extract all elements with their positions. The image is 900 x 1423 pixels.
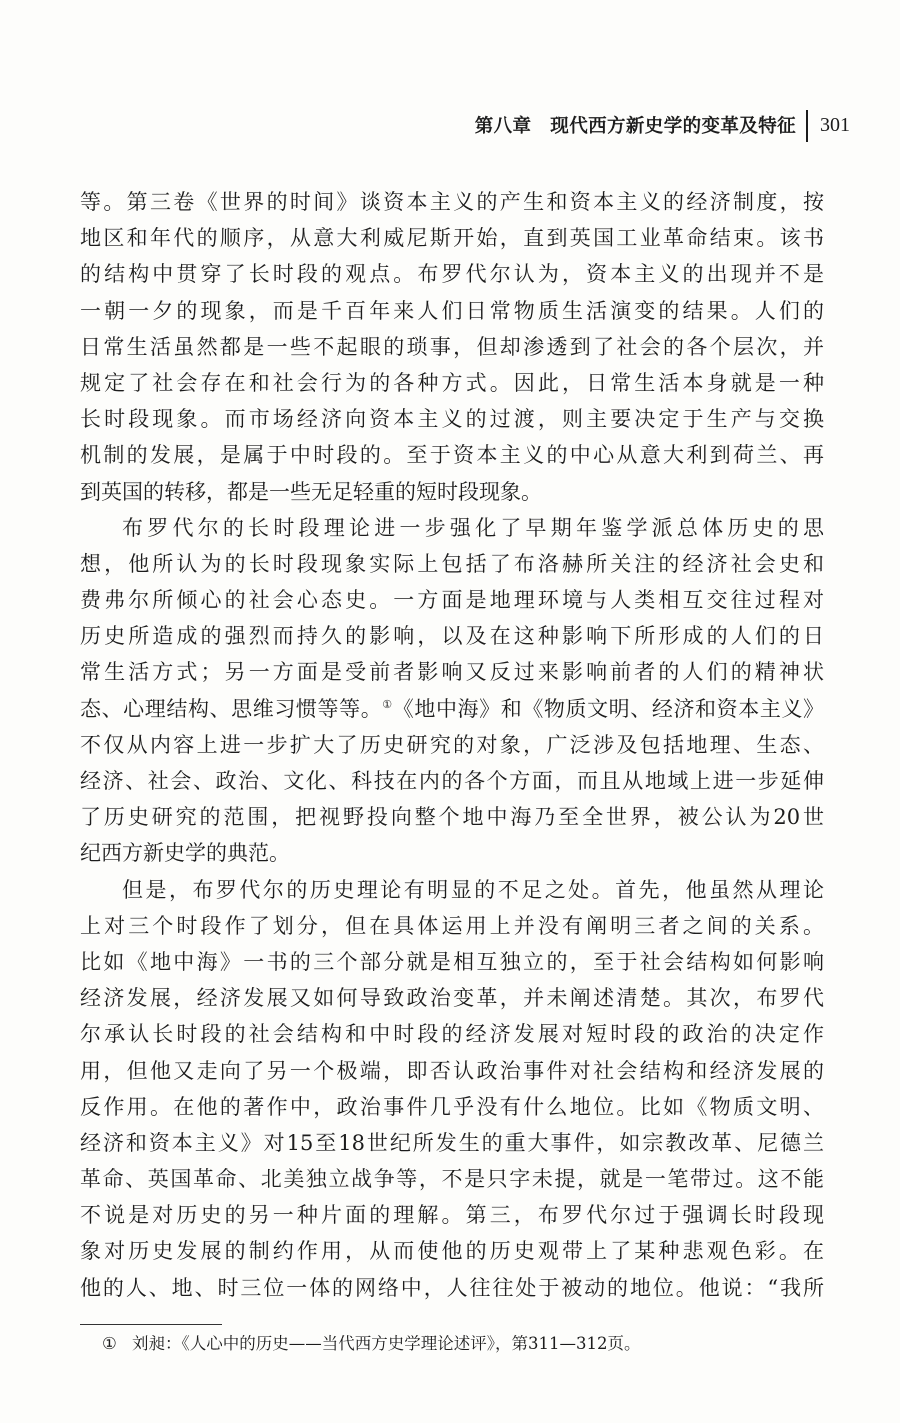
header-divider: [806, 110, 808, 142]
text-line: 经济发展，经济发展又如何导致政治变革，并未阐述清楚。其次，布罗代: [80, 986, 824, 1011]
footnote-reference: ①: [382, 697, 393, 711]
text-line: 想，他所认为的长时段现象实际上包括了布洛赫所关注的经济社会史和: [80, 551, 824, 576]
text-line: 纪西方新史学的典范。: [80, 841, 290, 866]
text-line: 不说是对历史的另一种片面的理解。第三，布罗代尔过于强调长时段现: [80, 1203, 824, 1228]
page-number: 301: [820, 114, 850, 136]
text-line: 反作用。在他的著作中，政治事件几乎没有什么地位。比如《物质文明、: [80, 1094, 824, 1119]
text-line: 上对三个时段作了划分，但在具体运用上并没有阐明三者之间的关系。: [80, 913, 824, 938]
text-line: 日常生活虽然都是一些不起眼的琐事，但却渗透到了社会的各个层次，并: [80, 334, 824, 359]
text-line: 了历史研究的范围，把视野投向整个地中海乃至全世界，被公认为20世: [80, 805, 824, 830]
text-line: 革命、英国革命、北美独立战争等，不是只字未提，就是一笔带过。这不能: [80, 1167, 824, 1192]
text-line: 历史所造成的强烈而持久的影响，以及在这种影响下所形成的人们的日: [80, 624, 824, 649]
text-line: 尔承认长时段的社会结构和中时段的经济发展对短时段的政治的决定作: [80, 1022, 824, 1047]
text-line: 的结构中贯穿了长时段的观点。布罗代尔认为，资本主义的出现并不是: [80, 262, 824, 287]
text-line: 常生活方式；另一方面是受前者影响又反过来影响前者的人们的精神状: [80, 660, 824, 685]
text-line: 机制的发展，是属于中时段的。至于资本主义的中心从意大利到荷兰、再: [80, 443, 824, 468]
text-line: 用，但他又走向了另一个极端，即否认政治事件对社会结构和经济发展的: [80, 1058, 824, 1083]
text-line: 经济、社会、政治、文化、科技在内的各个方面，而且从地域上进一步延伸: [80, 769, 824, 793]
footnote-marker: ①: [102, 1334, 117, 1353]
text-line: 他的人、地、时三位一体的网络中，人往往处于被动的地位。他说：“我所: [80, 1275, 824, 1300]
text-line: 经济和资本主义》对15至18世纪所发生的重大事件，如宗教改革、尼德兰: [80, 1130, 824, 1155]
text-line: 规定了社会存在和社会行为的各种方式。因此，日常生活本身就是一种: [80, 370, 824, 395]
text-line: 到英国的转移，都是一些无足轻重的短时段现象。: [80, 479, 542, 504]
text-line: 态、心理结构、思维习惯等等。①《地中海》和《物质文明、经济和资本主义》: [80, 696, 824, 721]
text-line: 不仅从内容上进一步扩大了历史研究的对象，广泛涉及包括地理、生态、: [80, 732, 824, 757]
text-line: 长时段现象。而市场经济向资本主义的过渡，则主要决定于生产与交换: [80, 407, 824, 432]
paragraph-start-line: 但是，布罗代尔的历史理论有明显的不足之处。首先，他虽然从理论: [122, 877, 824, 902]
text-line: 费弗尔所倾心的社会心态史。一方面是地理环境与人类相互交往过程对: [80, 588, 824, 613]
text-line: 一朝一夕的现象，而是千百年来人们日常物质生活演变的结果。人们的: [80, 298, 824, 323]
text-line: 比如《地中海》一书的三个部分就是相互独立的，至于社会结构如何影响: [80, 949, 824, 974]
footnote: [102, 1332, 641, 1356]
body-text: [80, 184, 824, 1306]
text-line: 象对历史发展的制约作用，从而使他的历史观带上了某种悲观色彩。在: [80, 1239, 824, 1264]
chapter-title: 第八章 现代西方新史学的变革及特征: [474, 116, 796, 137]
text-line: 地区和年代的顺序，从意大利威尼斯开始，直到英国工业革命结束。该书: [80, 226, 824, 251]
text-line: 等。第三卷《世界的时间》谈资本主义的产生和资本主义的经济制度，按: [80, 190, 824, 214]
footnote-text: 刘昶：《人心中的历史——当代西方史学理论述评》，第311—312页。: [132, 1334, 641, 1353]
footnote-separator: [80, 1324, 222, 1325]
running-header: [0, 110, 900, 144]
paragraph-start-line: 布罗代尔的长时段理论进一步强化了早期年鉴学派总体历史的思: [122, 515, 824, 540]
